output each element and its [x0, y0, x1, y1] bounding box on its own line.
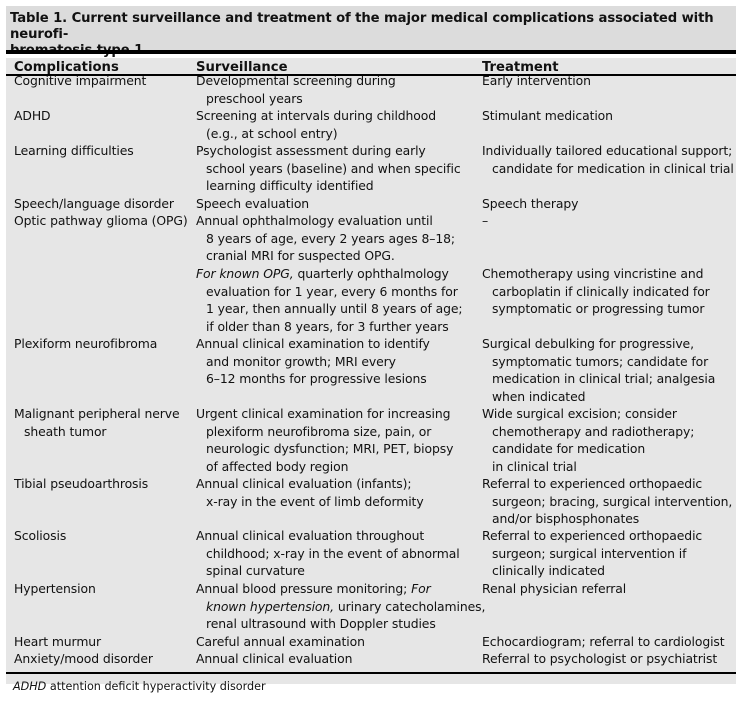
cell-line: Annual clinical evaluation (infants); — [196, 476, 412, 491]
cell-line: Annual clinical evaluation throughout — [196, 528, 425, 543]
cell-line: Annual ophthalmology evaluation until — [196, 213, 433, 228]
cell-line: Referral to psychologist or psychiatrist — [482, 651, 718, 666]
cell-line: Malignant peripheral nerve — [14, 406, 180, 421]
cell-line: carboplatin if clinically indicated for — [492, 283, 710, 299]
row-surveillance — [196, 265, 462, 335]
cell-line — [196, 580, 485, 598]
row-treatment — [482, 633, 725, 651]
row-treatment — [482, 650, 717, 668]
cell-line: Cognitive impairment — [14, 73, 147, 88]
cell-line: Developmental screening during — [196, 73, 396, 88]
cell-line: Early intervention — [482, 73, 591, 88]
row-surveillance — [196, 650, 352, 668]
cell-line: candidate for medication — [492, 441, 646, 456]
row-complication — [14, 650, 153, 668]
cell-line: Careful annual examination — [196, 634, 365, 649]
italic-phrase: For known OPG, — [196, 266, 294, 281]
row-treatment — [482, 580, 626, 598]
caption-line-1: Table 1. Current surveillance and treatment of the major medical complications associated with neurofi- — [10, 11, 714, 42]
cell-line: Anxiety/mood disorder — [14, 651, 153, 666]
cell-line: Chemotherapy using vincristine and — [482, 266, 704, 281]
cell-line: of affected body region — [206, 458, 349, 474]
cell-line: Speech evaluation — [196, 196, 310, 211]
cell-line: medication in clinical trial; analgesia — [492, 371, 716, 386]
cell-line: Speech therapy — [482, 196, 579, 211]
cell-line: Heart murmur — [14, 634, 102, 649]
cell-line: school years (baseline) and when specific — [206, 160, 461, 176]
table-caption — [6, 6, 736, 50]
cell-line: spinal curvature — [206, 563, 305, 578]
footnote-abbreviation: ADHD — [13, 680, 47, 693]
table-footnote — [13, 679, 266, 694]
cell-line — [196, 598, 485, 616]
cell-line: Surgical debulking for progressive, — [482, 336, 694, 351]
table-page — [6, 6, 736, 702]
row-surveillance — [196, 72, 396, 107]
cell-line: 8 years of age, every 2 years ages 8–18; — [206, 230, 455, 246]
row-treatment — [482, 405, 694, 475]
cell-line: and monitor growth; MRI every — [206, 353, 396, 369]
cell-line: symptomatic or progressing tumor — [492, 301, 705, 316]
italic-phrase: known hypertension, — [206, 598, 335, 614]
row-treatment — [482, 107, 613, 125]
row-surveillance — [196, 107, 436, 142]
row-complication — [14, 72, 146, 90]
cell-line: neurologic dysfunction; MRI, PET, biopsy — [206, 441, 454, 456]
cell-line: Echocardiogram; referral to cardiologist — [482, 634, 725, 649]
row-complication — [14, 527, 66, 545]
cell-line: ADHD — [14, 108, 51, 123]
row-surveillance — [196, 195, 309, 213]
row-complication — [14, 405, 180, 440]
cell-line: Annual clinical examination to identify — [196, 336, 430, 351]
cell-line: Optic pathway glioma (OPG) — [14, 213, 188, 228]
cell-line: Hypertension — [14, 581, 96, 596]
cell-line: learning difficulty identified — [206, 178, 374, 193]
row-treatment — [482, 195, 578, 213]
cell-line: renal ultrasound with Doppler studies — [206, 616, 436, 631]
row-complication — [14, 633, 101, 651]
cell-line-rest: urinary catecholamines, — [334, 598, 486, 614]
cell-line: Plexiform neurofibroma — [14, 336, 158, 351]
cell-line: 6–12 months for progressive lesions — [206, 371, 427, 386]
cell-line: preschool years — [206, 90, 303, 106]
row-treatment — [482, 72, 591, 90]
row-treatment — [482, 527, 702, 580]
cell-line: plexiform neurofibroma size, pain, or — [206, 423, 432, 439]
row-treatment — [482, 142, 734, 177]
cell-line: Annual clinical evaluation — [196, 651, 353, 666]
cell-line: Speech/language disorder — [14, 196, 174, 211]
cell-line: in clinical trial — [492, 458, 577, 474]
cell-line: cranial MRI for suspected OPG. — [206, 248, 395, 263]
cell-line: x-ray in the event of limb deformity — [206, 493, 424, 509]
row-treatment — [482, 212, 488, 230]
header-complications: Complications — [14, 60, 119, 75]
cell-line: Psychologist assessment during early — [196, 143, 426, 158]
row-treatment — [482, 475, 732, 528]
row-complication — [14, 142, 134, 160]
row-complication — [14, 212, 188, 230]
cell-line — [196, 265, 462, 283]
cell-line: if older than 8 years, for 3 further years — [206, 318, 449, 334]
header-treatment: Treatment — [482, 60, 559, 75]
row-complication — [14, 475, 148, 493]
row-surveillance — [196, 475, 424, 510]
cell-line: clinically indicated — [492, 563, 605, 578]
row-treatment — [482, 265, 710, 318]
row-surveillance — [196, 142, 461, 195]
cell-line: surgeon; surgical intervention if — [492, 545, 687, 561]
cell-line: 1 year, then annually until 8 years of age; — [206, 301, 463, 316]
row-complication — [14, 195, 174, 213]
cell-line: evaluation for 1 year, every 6 months for — [206, 283, 458, 299]
row-surveillance — [196, 212, 455, 265]
cell-line: and/or bisphosphonates — [492, 511, 640, 526]
row-surveillance — [196, 335, 430, 388]
cell-line: (e.g., at school entry) — [206, 125, 338, 141]
cell-line: when indicated — [492, 388, 586, 404]
bottom-rule — [6, 672, 736, 674]
row-surveillance — [196, 580, 485, 633]
cell-line: Screening at intervals during childhood — [196, 108, 437, 123]
cell-line: symptomatic tumors; candidate for — [492, 353, 709, 369]
italic-phrase: For — [411, 581, 431, 596]
row-surveillance — [196, 527, 460, 580]
header-surveillance: Surveillance — [196, 60, 288, 75]
row-treatment — [482, 335, 715, 405]
row-complication — [14, 335, 157, 353]
cell-line-rest: quarterly ophthalmology — [293, 266, 449, 281]
cell-line: Scoliosis — [14, 528, 67, 543]
cell-line: Tibial pseudoarthrosis — [14, 476, 149, 491]
cell-line: Individually tailored educational support; — [482, 143, 733, 158]
row-surveillance — [196, 633, 365, 651]
cell-line-start: Annual blood pressure monitoring; — [196, 581, 412, 596]
cell-line: Wide surgical excision; consider — [482, 406, 677, 421]
cell-line: Learning difficulties — [14, 143, 134, 158]
cell-line: childhood; x-ray in the event of abnormal — [206, 545, 460, 561]
footnote-text: attention deficit hyperactivity disorder — [46, 680, 266, 693]
cell-line: sheath tumor — [24, 423, 107, 439]
cell-line: Referral to experienced orthopaedic — [482, 476, 703, 491]
row-complication — [14, 107, 50, 125]
cell-line: Renal physician referral — [482, 581, 627, 596]
row-surveillance — [196, 405, 453, 475]
cell-line: surgeon; bracing, surgical intervention, — [492, 493, 733, 509]
cell-line: candidate for medication in clinical trial — [492, 160, 734, 176]
cell-line: Urgent clinical examination for increasing — [196, 406, 451, 421]
row-complication — [14, 580, 96, 598]
cell-line: Referral to experienced orthopaedic — [482, 528, 703, 543]
cell-line: – — [482, 213, 489, 228]
cell-line: chemotherapy and radiotherapy; — [492, 423, 695, 439]
cell-line: Stimulant medication — [482, 108, 613, 123]
top-rule — [6, 50, 736, 54]
